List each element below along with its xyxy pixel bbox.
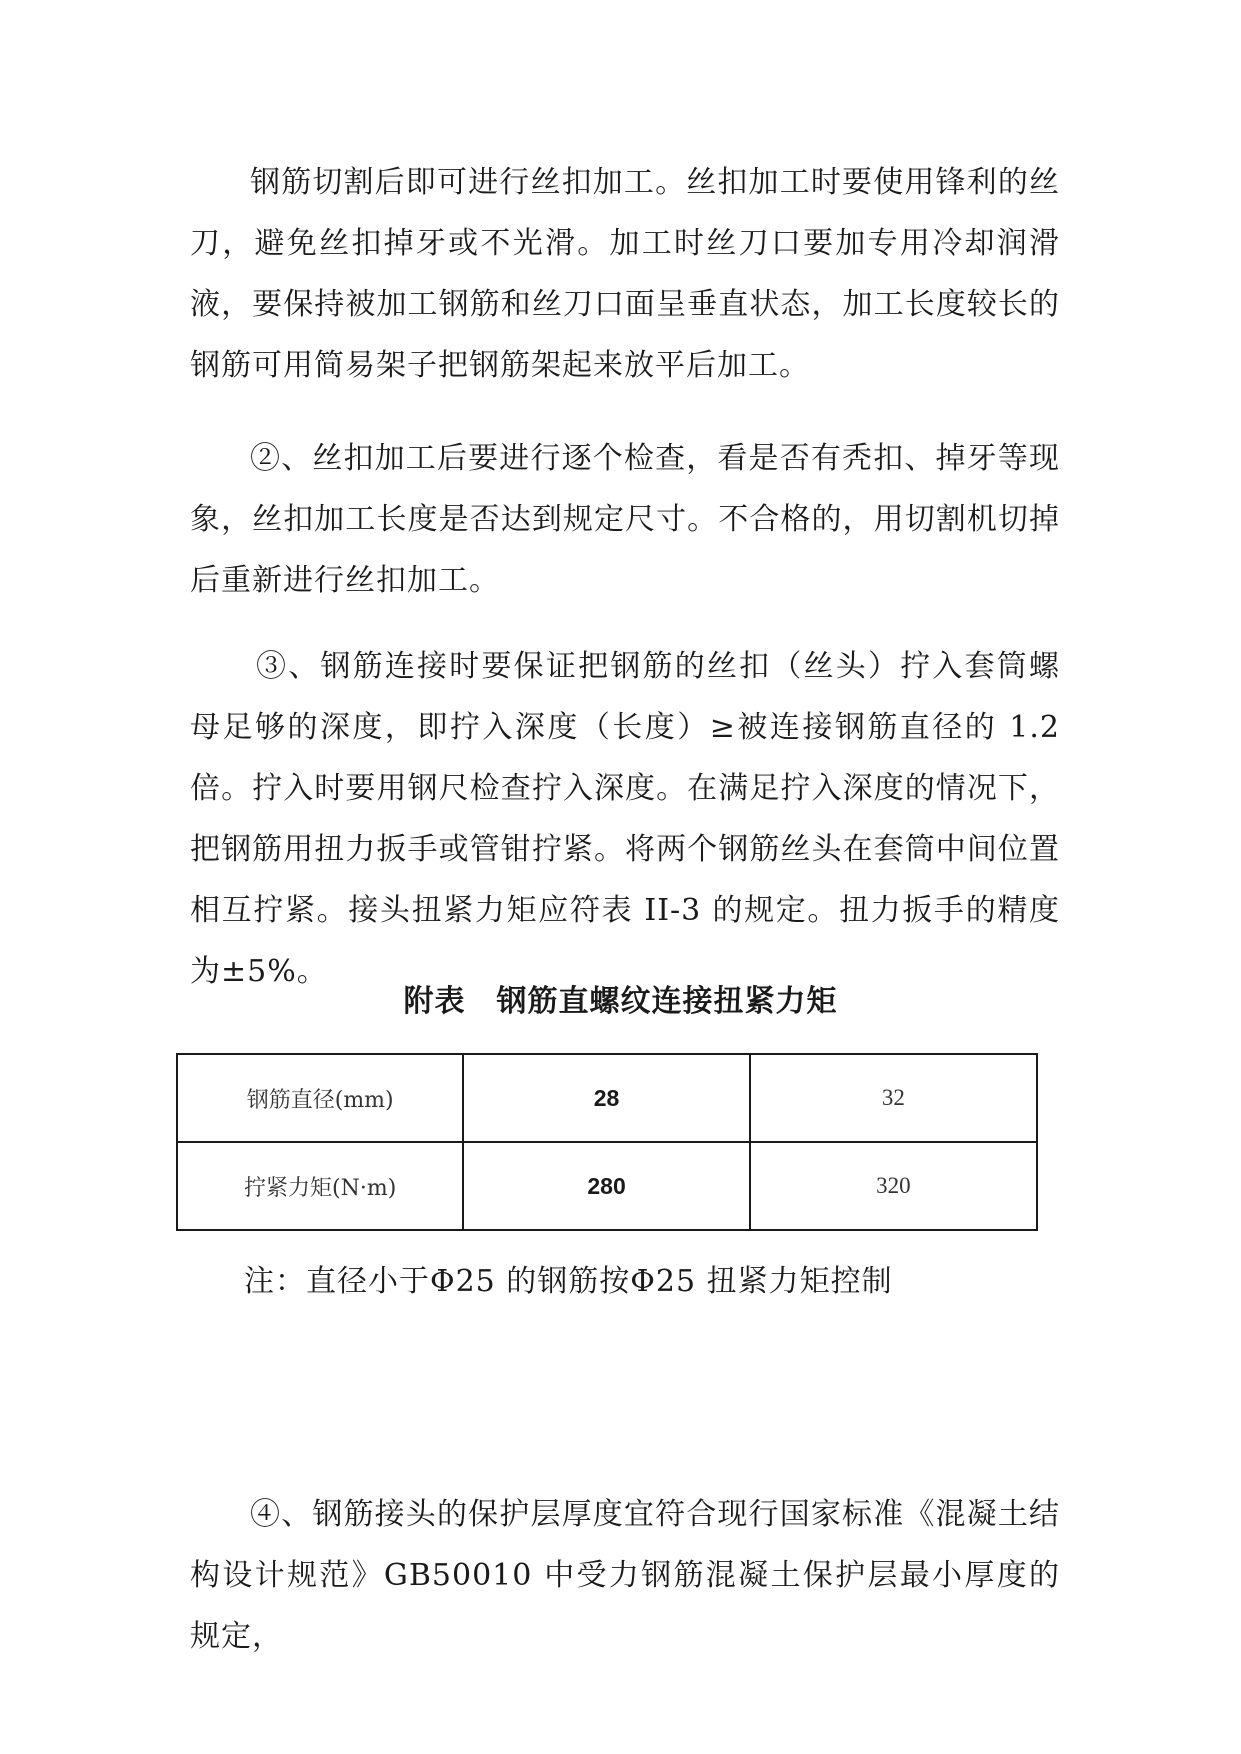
cell-torque-280: 280 — [463, 1142, 749, 1230]
paragraph-thread-inspection: ②、丝扣加工后要进行逐个检查，看是否有秃扣、掉牙等现象，丝扣加工长度是否达到规定尺寸。不合格的，用切割机切掉后重新进行丝扣加工。 — [190, 441, 1060, 598]
table-row — [177, 1054, 1037, 1142]
cell-diameter-28: 28 — [463, 1054, 749, 1142]
row-label-torque: 拧紧力矩(N·m) — [177, 1142, 463, 1230]
cell-torque-320: 320 — [750, 1142, 1037, 1230]
table-row — [177, 1142, 1037, 1230]
paragraph-protective-layer: ④、钢筋接头的保护层厚度宜符合现行国家标准《混凝土结构设计规范》GB50010 中受力钢筋混凝土保护层最小厚度的规定， — [190, 1497, 1060, 1654]
table-title: 附表 钢筋直螺纹连接扭紧力矩 — [403, 984, 838, 1019]
torque-table — [176, 1053, 1038, 1231]
paragraph-rebar-connection: ③、钢筋连接时要保证把钢筋的丝扣（丝头）拧入套筒螺母足够的深度，即拧入深度（长度）≥被连接钢筋直径的 1.2 倍。拧入时要用钢尺检查拧入深度。在满足拧入深度的情况下，把钢筋用扭力扳手或管钳拧紧。将两个钢筋丝头在套筒中间位置相互拧紧。接头扭紧力矩应符表 II-3 的规定。扭力扳手的精度为±5%。 — [190, 649, 1060, 989]
table-note: 注：直径小于Φ25 的钢筋按Φ25 扭紧力矩控制 — [244, 1264, 893, 1299]
row-label-diameter: 钢筋直径(mm) — [177, 1054, 463, 1142]
cell-diameter-32: 32 — [750, 1054, 1037, 1142]
paragraph-thread-processing: 钢筋切割后即可进行丝扣加工。丝扣加工时要使用锋利的丝刀，避免丝扣掉牙或不光滑。加工时丝刀口要加专用冷却润滑液，要保持被加工钢筋和丝刀口面呈垂直状态，加工长度较长的钢筋可用简易架子把钢筋架起来放平后加工。 — [190, 165, 1060, 383]
